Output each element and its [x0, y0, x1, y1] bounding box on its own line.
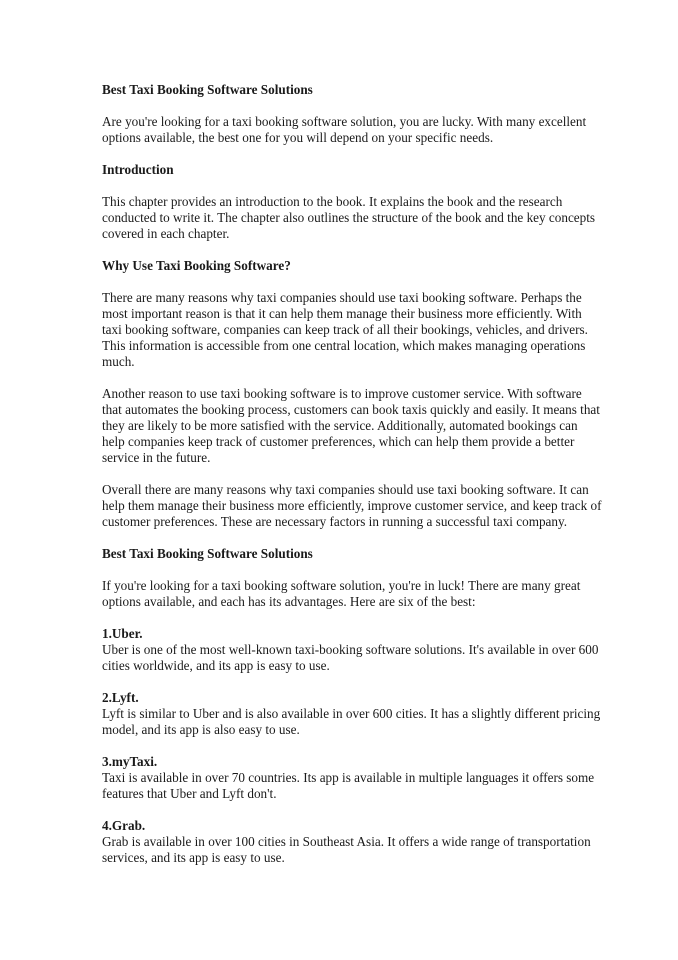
section-heading-introduction: Introduction: [102, 162, 174, 177]
list-item-title: 4.Grab.: [102, 818, 146, 833]
why-use-paragraph-2: Another reason to use taxi booking software is to improve customer service. With software that automates the booking process, customers can book taxis quickly and easily. It means that they are likely to be more satisfied with the service. Additionally, automated bookings can help companies keep track of customer preferences, which can help them provide a better service in the future.: [102, 386, 600, 465]
list-item: [102, 754, 602, 802]
document-title: Best Taxi Booking Software Solutions: [102, 82, 313, 97]
why-use-paragraph-3: Overall there are many reasons why taxi companies should use taxi booking software. It can help them manage their business more efficiently, improve customer service, and keep track of customer preferences. These are necessary factors in running a successful taxi company.: [102, 482, 602, 529]
why-use-paragraph-1: There are many reasons why taxi companies should use taxi booking software. Perhaps the most important reason is that it can help them manage their business more efficiently. With taxi booking software, companies can keep track of all their bookings, vehicles, and drivers. This information is accessible from one central location, which makes managing operations much.: [102, 290, 588, 369]
introduction-paragraph: This chapter provides an introduction to the book. It explains the book and the research conducted to write it. The chapter also outlines the structure of the book and the key concepts covered in each chapter.: [102, 194, 596, 241]
document-page: [102, 82, 602, 866]
list-item-text: Taxi is available in over 70 countries. Its app is available in multiple languages it offers some features that Uber and Lyft don't.: [102, 770, 595, 801]
section-heading-why-use: Why Use Taxi Booking Software?: [102, 258, 291, 273]
intro-paragraph: Are you're looking for a taxi booking software solution, you are lucky. With many excellent options available, the best one for you will depend on your specific needs.: [102, 114, 587, 145]
list-item-title: 3.myTaxi.: [102, 754, 158, 769]
list-item: [102, 626, 602, 674]
list-item-text: Lyft is similar to Uber and is also available in over 600 cities. It has a slightly different pricing model, and its app is also easy to use.: [102, 706, 601, 737]
best-solutions-paragraph: If you're looking for a taxi booking software solution, you're in luck! There are many great options available, and each has its advantages. Here are six of the best:: [102, 578, 581, 609]
list-item: [102, 690, 602, 738]
list-item: [102, 818, 602, 866]
section-heading-best-solutions: Best Taxi Booking Software Solutions: [102, 546, 313, 561]
list-item-text: Grab is available in over 100 cities in Southeast Asia. It offers a wide range of transportation services, and its app is easy to use.: [102, 834, 591, 865]
list-item-title: 2.Lyft.: [102, 690, 139, 705]
list-item-text: Uber is one of the most well-known taxi-booking software solutions. It's available in over 600 cities worldwide, and its app is easy to use.: [102, 642, 599, 673]
list-item-title: 1.Uber.: [102, 626, 143, 641]
